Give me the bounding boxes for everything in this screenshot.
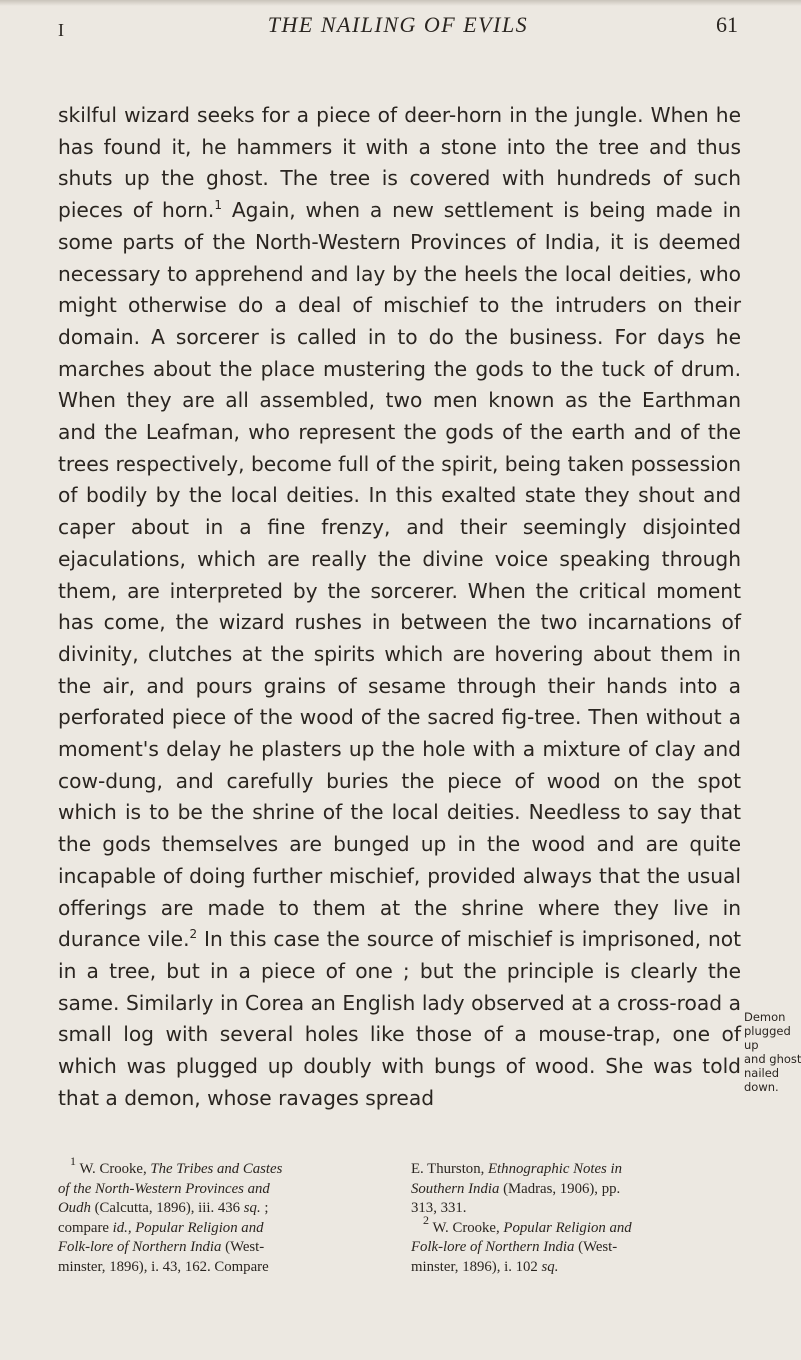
footnote-line: Southern India (Madras, 1906), pp. — [411, 1180, 621, 1197]
text-line: settlement is being made in some parts of the North-Western — [58, 198, 741, 254]
margin-note-line: and ghost — [744, 1052, 801, 1066]
text-line: mouse-trap, one of which was plugged up doubly with bungs — [58, 1022, 741, 1079]
text-line: hundreds of such pieces of horn. — [58, 166, 741, 223]
text-line: them in the air, and pours grains of sesame through their — [58, 641, 741, 698]
footnote-line: E. Thurston, Ethnographic Notes in — [411, 1161, 623, 1177]
text-line: same. Similarly in Corea an English lady observed at a — [58, 990, 611, 1015]
text-line: Then without a moment's delay he plasters up the hole with — [58, 705, 742, 762]
footnotes — [58, 1154, 741, 1277]
page-top-edge — [0, 0, 801, 6]
main-text — [58, 100, 741, 1115]
margin-note-line: Demon — [744, 1010, 786, 1024]
text-line: drum. When they are all assembled, two men known as — [58, 356, 741, 413]
footnote-line: $^1$ W. Crooke, The Tribes and Castes — [70, 1154, 283, 1177]
footnote-line: 313, 331. — [411, 1200, 467, 1216]
text-line: In this exalted state they shout and caper about in a fine — [58, 483, 742, 540]
margin-note-line: plugged up — [744, 1024, 791, 1052]
text-line: Again, when a new — [231, 198, 434, 223]
text-line: the Earthman and the Leafman, who represent the gods of — [58, 388, 742, 445]
text-line: cross-road a small log with several holes like those of a — [58, 990, 741, 1047]
text-line: made to them at the shrine where they live in durance vile. — [58, 895, 742, 952]
text-line: are really the divine voice speaking through them, are — [58, 546, 741, 603]
footnote-line: of the North-Western Provinces and — [58, 1180, 270, 1197]
text-line: of wood. She was told that a demon, whose ravages spread — [58, 1054, 741, 1110]
text-line: tree and thus shuts up the ghost. The tree is covered with — [58, 134, 741, 191]
text-line: interpreted by the sorcerer. When the critical moment has — [58, 578, 742, 635]
text-line: lay by the heels the local deities, who might otherwise do — [58, 261, 741, 318]
text-line: skilful wizard seeks for a piece of deer-horn in the jungle. — [58, 103, 644, 127]
footnote-marker: 1 — [70, 1154, 76, 1168]
footnote-column-right — [411, 1160, 741, 1277]
footnote-line: Oudh (Calcutta, 1896), iii. 436 sq. ; — [58, 1200, 269, 1216]
footnote-ref[interactable]: 2 — [189, 927, 198, 942]
margin-note — [744, 1010, 801, 1094]
text-line: tree, but in a piece of one ; but the principle is clearly the — [109, 958, 741, 983]
text-line: come, the wizard rushes in between the two incarnations of — [103, 610, 741, 635]
page-marker: I — [58, 20, 64, 40]
page-number: 61 — [716, 12, 738, 37]
text-line: frenzy, and their seemingly disjointed ejaculations, which — [58, 515, 742, 571]
paragraph — [58, 100, 741, 1115]
text-line: In this case the source of mischief is imprisoned, not in a — [58, 927, 742, 983]
text-line: spirit, being taken possession of bodily by the local deities. — [58, 451, 741, 508]
text-line: Provinces of India, it is deemed necessary to apprehend and — [58, 229, 741, 286]
margin-note-line: nailed — [744, 1066, 780, 1080]
text-line: a deal of mischief to the intruders on their domain. A — [58, 293, 742, 349]
text-line: local deities. Needless to say that the gods themselves are — [58, 800, 741, 857]
footnote-line: Folk-lore of Northern India (West- — [411, 1239, 618, 1255]
text-line: marches about the place mustering the gods to the tuck of — [58, 356, 673, 381]
text-line: a mixture of clay and cow-dung, and carefully buries the — [58, 737, 741, 793]
running-head — [58, 12, 738, 40]
text-line: hands into a perforated piece of the wood of the sacred fig-tree. — [58, 673, 742, 730]
text-line: the earth and of the trees respectively, become full of the — [58, 420, 741, 476]
text-line: divinity, clutches at the spirits which are hovering about — [58, 641, 652, 666]
running-title: THE NAILING OF EVILS — [267, 12, 529, 37]
footnote-column-left — [58, 1154, 388, 1277]
footnote-line: minster, 1896), i. 102 sq. — [411, 1258, 559, 1275]
footnote-ref[interactable]: 1 — [214, 198, 222, 213]
margin-note-line: down. — [744, 1080, 779, 1094]
footnote-marker: 2 — [423, 1212, 429, 1227]
text-line: further mischief, provided always that the usual offerings are — [58, 863, 742, 920]
text-line: piece of wood on the spot which is to be the shrine of the — [58, 768, 742, 825]
footnote-line: compare id., Popular Religion and — [58, 1219, 264, 1236]
footnote-line: minster, 1896), i. 43, 162. Compare — [58, 1258, 269, 1275]
footnote-line: $^2$ W. Crooke, Popular Religion and — [423, 1212, 632, 1236]
footnote-line: Folk-lore of Northern India (West- — [58, 1239, 265, 1255]
text-line: bunged up in the wood and are quite incapable of doing — [58, 832, 741, 888]
text-line: sorcerer is called in to do the business. For days he — [175, 324, 741, 349]
text-line: When he has found it, he hammers it with a stone into the — [58, 103, 741, 159]
